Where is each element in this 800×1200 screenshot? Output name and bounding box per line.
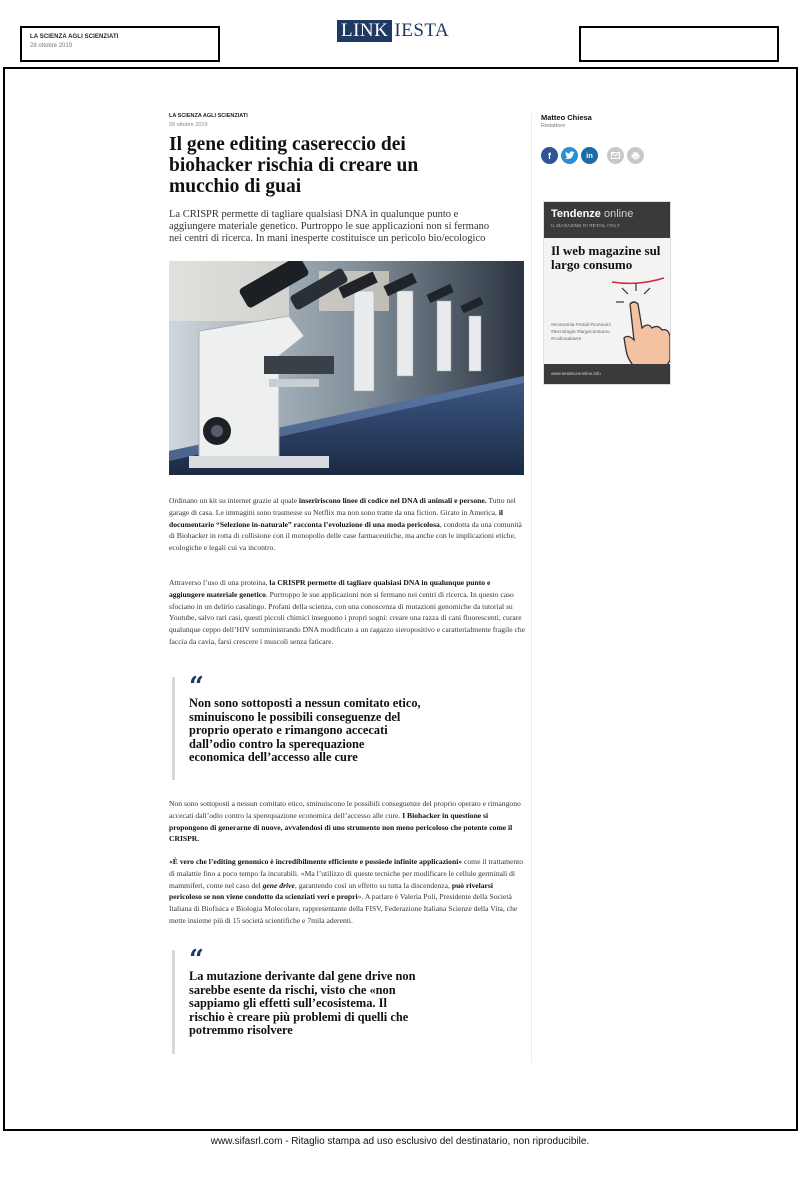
ad-footer bbox=[544, 364, 671, 384]
author-name[interactable]: Matteo Chiesa bbox=[541, 113, 592, 122]
ad-brand: Tendenze online bbox=[551, 208, 634, 220]
clip-empty-box bbox=[579, 26, 779, 62]
logo-part2: IESTA bbox=[394, 20, 450, 41]
facebook-icon[interactable]: f bbox=[541, 147, 558, 164]
quote-mark-icon: “ bbox=[189, 945, 204, 975]
author-role: Redattore bbox=[541, 123, 566, 129]
clip-footer: www.sifasrl.com - Ritaglio stampa ad uso esclusivo del destinatario, non riproducibile. bbox=[210, 1136, 590, 1147]
quote-mark-icon: “ bbox=[189, 672, 204, 702]
article bbox=[169, 113, 526, 1038]
logo-part1: LINK bbox=[337, 20, 392, 42]
ad-title: Il web magazine sul largo consumo bbox=[551, 243, 661, 272]
clip-date: 28 ottobre 2019 bbox=[30, 43, 73, 49]
article-date: 28 ottobre 2019 bbox=[169, 122, 208, 128]
pull-quote-1 bbox=[172, 672, 422, 780]
column-divider bbox=[531, 113, 532, 1063]
article-paragraph-3: Non sono sottoposti a nessun comitato etico, sminuiscono le possibili conseguenze del proprio operato e rimangono accecati dall’odio contro la sperequazione economica dell’accesso alle cure. I Biohacker in questione si propongono di generarne di nuove, avvalendosi di uno strumento non meno pericoloso che potente come il CRISPR. bbox=[169, 799, 521, 844]
sidebar bbox=[541, 113, 677, 376]
pull-quote-2 bbox=[172, 945, 422, 1054]
linkiesta-logo[interactable] bbox=[337, 20, 449, 42]
print-icon[interactable] bbox=[627, 147, 644, 164]
ad-tagline: IL MAGAZINE DI RETAIL ITALY bbox=[551, 223, 621, 228]
article-image-microscopes bbox=[169, 261, 524, 475]
linkedin-icon[interactable]: in bbox=[581, 147, 598, 164]
pull-quote-1-text: Non sono sottoposti a nessun comitato etico, sminuiscono le possibili conseguenze del proprio operato e rimangono accecati dall’odio contro la sperequazione economica dell’accesso alle cure bbox=[189, 696, 421, 765]
article-paragraph-2: Attraverso l’uso di una proteina, la CRISPR permette di tagliare qualsiasi DNA in qualunque punto e aggiungere materiale genetico. Purtroppo le sue applicazioni non si fermano nei centri di ricerca. In questo caso sfociano in un delirio casalingo. Profani della scienza, con una conoscenza di mutazioni genomiche da tutorial su Youtube, salvo rari casi, questi piccoli chimici inseguono i propri sogni: creare una razza di cani fluorescenti, curare qualunque ceppo dell’HIV somministrando DNA modificato a un ragazzo sieropositivo e caratterialmente fragile che faccia da cavia, farsi crescere i muscoli senza faticare. bbox=[169, 578, 526, 646]
article-title: Il gene editing casereccio dei biohacker rischia di creare un mucchio di guai bbox=[169, 134, 419, 197]
article-section[interactable]: LA SCIENZA AGLI SCIENZIATI bbox=[169, 113, 248, 119]
article-paragraph-1: Ordinano un kit su internet grazie al quale inseririscono linee di codice nel DNA di animali e persone. Tutto nel garage di casa. Le immagini sono trasmesse su Netflix ma non sono tratte da una fiction. Girato in America, il documentario “Selezione in-naturale” racconta l’evoluzione di una moda pericolosa, condotta da una comunità di Biohacker in rotta di collisione con il monopolio delle case farmaceutiche, ma anche con le implicazioni etiche, ecologiche e legali cui va incontro. bbox=[169, 496, 522, 553]
tendenze-online-ad[interactable] bbox=[543, 201, 671, 385]
clip-header-box bbox=[20, 26, 220, 62]
pull-quote-2-text: La mutazione derivante dal gene drive non sarebbe esente da rischi, visto che «non sappiamo gli effetti sull’ecosistema. Il rischio è creare più problemi di quelli che potremmo risolvere bbox=[189, 969, 416, 1038]
clip-section: LA SCIENZA AGLI SCIENZIATI bbox=[30, 34, 119, 40]
twitter-icon[interactable] bbox=[561, 147, 578, 164]
ad-hashtags: #economia #retail #consumi #tecnologia #largoconsumo #codiceabarre bbox=[551, 323, 611, 342]
article-lead: La CRISPR permette di tagliare qualsiasi DNA in qualunque punto e aggiungere materiale genetico. Purtroppo le sue applicazioni non si fermano nei centri di ricerca. In mani inesperte costituisce un pericolo bio/ecologico bbox=[169, 209, 490, 244]
ad-header bbox=[544, 202, 670, 238]
email-icon[interactable] bbox=[607, 147, 624, 164]
ad-url[interactable]: www.tendenzeonline.info bbox=[551, 371, 601, 376]
share-buttons bbox=[541, 147, 644, 164]
article-paragraph-4: «È vero che l’editing genomico è incredibilmente efficiente e possiede infinite applicazioni» come il trattamento di malattie fino a poco tempo fa incurabili. «Ma l’utilizzo di queste tecniche per modificare le cellule germinali di mammiferi, come nel caso del gene drive, garantendo così un effetto su tutta la discendenza, può rivelarsi pericoloso se non viene condotto da scienziati veri e propri». A parlare è Valeria Poli, Presidente della Società Italiana di Biofisica e Biologia Molecolare, rappresentante della FISV, Federazione Italiana Scienze della Vita, che mette insieme più di 15 società scientifiche e 7mila aderenti. bbox=[169, 857, 524, 925]
